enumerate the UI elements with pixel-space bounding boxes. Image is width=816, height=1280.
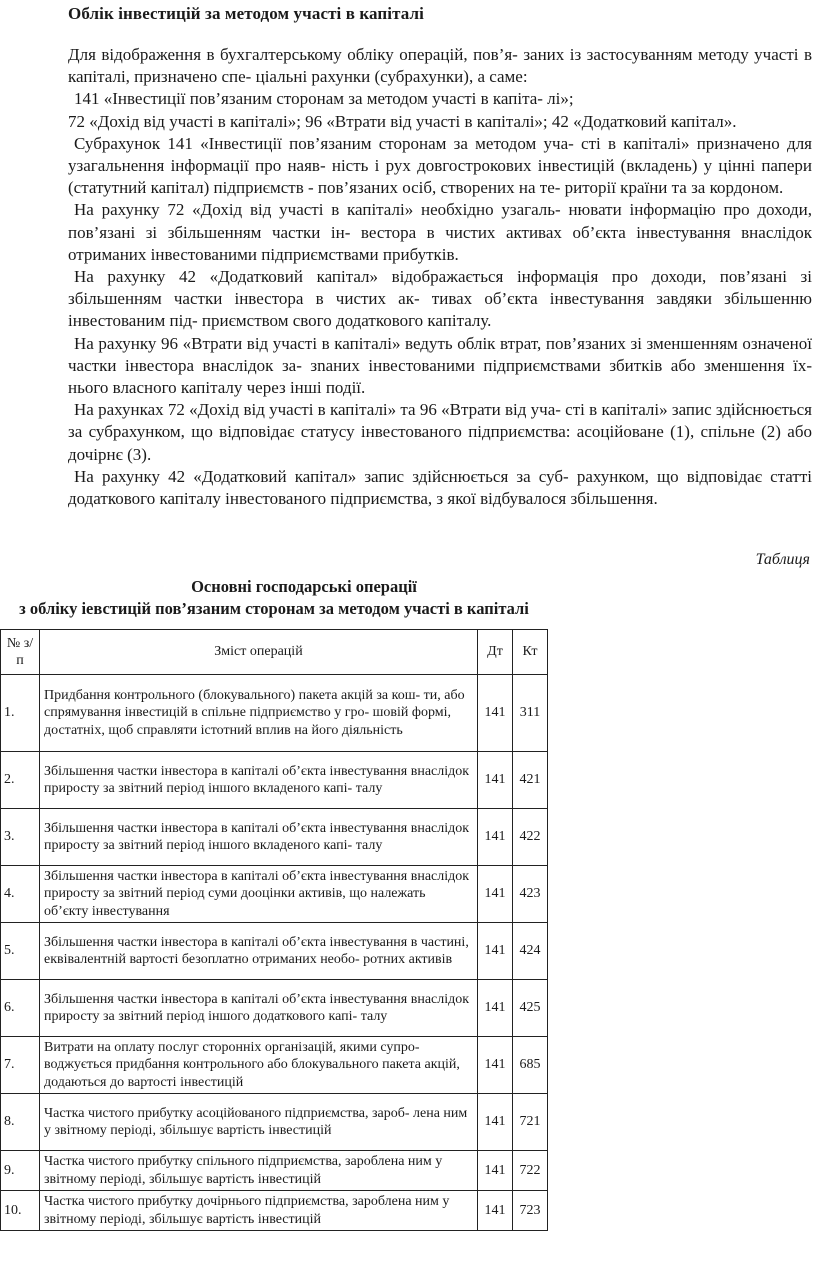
header-num: № з/п <box>1 630 40 675</box>
table-caption: Таблиця <box>755 551 810 568</box>
table-row <box>1 809 548 866</box>
table-row <box>1 980 548 1037</box>
row-content: Частка чистого прибутку дочірнього підприємства, зароблена ним у звітному періоді, збільшує вартість інвестицій <box>40 1191 478 1231</box>
row-num: 3. <box>1 809 40 866</box>
row-content: Збільшення частки інвестора в капіталі об’єкта інвестування внаслідок приросту за звітний період суми дооцінки активів, що належать об’єкту інвестування <box>40 866 478 923</box>
row-content: Збільшення частки інвестора в капіталі об’єкта інвестування в частині, еквівалентній вартості безоплатно отриманих необо- ротних активів <box>40 923 478 980</box>
row-dt: 141 <box>478 1191 513 1231</box>
paragraph: На рахунках 72 «Дохід від участі в капіталі» та 96 «Втрати від уча- сті в капіталі» запис здійснюється за субрахунком, що відповідає статусу інвестованого підприємства: асоційоване (1), спільне (2) або дочірнє (3). <box>68 400 812 464</box>
body-text <box>68 44 812 510</box>
paragraph: 141 «Інвестиції пов’язаним сторонам за методом участі в капіта- лі»; <box>74 89 574 109</box>
row-kt: 424 <box>513 923 548 980</box>
paragraph: На рахунку 96 «Втрати від участі в капіталі» ведуть облік втрат, пов’язаних зі зменшенням означеної частки інвестора внаслідок за- зnаних інвестованими підприємствами збитків або зменшення їх- нього власного капіталу через інші події. <box>68 333 812 398</box>
table-row <box>1 923 548 980</box>
row-dt: 141 <box>478 923 513 980</box>
row-num: 10. <box>1 1191 40 1231</box>
row-dt: 141 <box>478 980 513 1037</box>
table-header-row <box>1 630 548 675</box>
table-title-line-2: з обліку іевстицій пов’язаним сторонам за методом участі в капіталі <box>19 599 529 618</box>
row-kt: 723 <box>513 1191 548 1231</box>
row-dt: 141 <box>478 752 513 809</box>
table-row <box>1 1094 548 1151</box>
row-num: 2. <box>1 752 40 809</box>
table-row <box>1 1037 548 1094</box>
row-kt: 421 <box>513 752 548 809</box>
row-content: Придбання контрольного (блокувального) пакета акцій за кош- ти, або спрямування інвестицій в спільне підприємство у гро- шовій формі, достатніх, щоб справляти істотний вплив на його діяльність <box>40 675 478 752</box>
row-content: Витрати на оплату послуг сторонніх організацій, якими супро- воджується придбання контрольного або блокувального пакета акцій, додаються до вартості інвестицій <box>40 1037 478 1094</box>
row-content: Збільшення частки інвестора в капіталі об’єкта інвестування внаслідок приросту за звітний період іншого вкладеного капі- талу <box>40 752 478 809</box>
header-kt: Кт <box>513 630 548 675</box>
row-content: Збільшення частки інвестора в капіталі об’єкта інвестування внаслідок приросту за звітний період іншого додаткового капі- талу <box>40 980 478 1037</box>
row-kt: 685 <box>513 1037 548 1094</box>
row-dt: 141 <box>478 866 513 923</box>
table-title-line-1: Основні господарські операції <box>191 577 417 596</box>
paragraph: 72 «Дохід від участі в капіталі»; 96 «Втрати від участі в капіталі»; 42 «Додатковий капітал». <box>68 111 737 131</box>
paragraph: Субрахунок 141 «Інвестиції пов’язаним сторонам за методом уча- сті в капіталі» призначено для узагальнення інформації про наяв- ність і рух довгострокових інвестицій (вкладень) у цінні папери (статутний капітал) підприємств - пов’язаних осіб, створених на те- риторії країни та за кордоном. <box>68 133 812 198</box>
paragraph: На рахунку 42 «Додатковий капітал» відображається інформація про доходи, пов’язані зі збільшенням частки інвестора в чистих ак- тивах об’єкта інвестування завдяки збільшенню інвестованим під- приємством свого додаткового капіталу. <box>68 267 812 331</box>
row-kt: 721 <box>513 1094 548 1151</box>
header-dt: Дт <box>478 630 513 675</box>
row-kt: 423 <box>513 866 548 923</box>
paragraph: На рахунку 72 «Дохід від участі в капіталі» необхідно узагаль- нювати інформацію про доходи, пов’язані зі збільшенням частки ін- вестора в чистих активах об’єкта інвестування внаслідок отриманих інвестованими підприємствами прибутків. <box>68 200 812 264</box>
table-row <box>1 866 548 923</box>
row-dt: 141 <box>478 1037 513 1094</box>
paragraph: Для відображення в бухгалтерському обліку операцій, пов’я- заних із застосуванням методу участі в капіталі, призначено спе- ціальні рахунки (субрахунки), а саме: <box>68 45 812 87</box>
row-num: 9. <box>1 1151 40 1191</box>
row-dt: 141 <box>478 1151 513 1191</box>
row-content: Частка чистого прибутку асоційованого підприємства, зароб- лена ним у звітному періоді, збільшує вартість інвестицій <box>40 1094 478 1151</box>
section-title: Облік інвестицій за методом участі в капіталі <box>68 4 424 23</box>
row-kt: 722 <box>513 1151 548 1191</box>
operations-table <box>0 629 548 1231</box>
row-kt: 422 <box>513 809 548 866</box>
row-num: 4. <box>1 866 40 923</box>
table-row <box>1 1151 548 1191</box>
header-content: Зміст операцій <box>40 630 478 675</box>
table-row <box>1 752 548 809</box>
row-content: Частка чистого прибутку спільного підприємства, зароблена ним у звітному періоді, збільшує вартість інвестицій <box>40 1151 478 1191</box>
row-num: 7. <box>1 1037 40 1094</box>
row-dt: 141 <box>478 809 513 866</box>
row-kt: 311 <box>513 675 548 752</box>
row-num: 5. <box>1 923 40 980</box>
row-kt: 425 <box>513 980 548 1037</box>
table-title <box>0 576 548 620</box>
paragraph: На рахунку 42 «Додатковий капітал» запис здійснюється за суб- рахунком, що відповідає статті додаткового капіталу інвестованого підприємства, з якої відбувалося збільшення. <box>68 466 812 509</box>
row-num: 8. <box>1 1094 40 1151</box>
table-row <box>1 675 548 752</box>
row-content: Збільшення частки інвестора в капіталі об’єкта інвестування внаслідок приросту за звітний період іншого вкладеного капі- талу <box>40 809 478 866</box>
table-row <box>1 1191 548 1231</box>
row-dt: 141 <box>478 675 513 752</box>
row-num: 1. <box>1 675 40 752</box>
row-num: 6. <box>1 980 40 1037</box>
row-dt: 141 <box>478 1094 513 1151</box>
